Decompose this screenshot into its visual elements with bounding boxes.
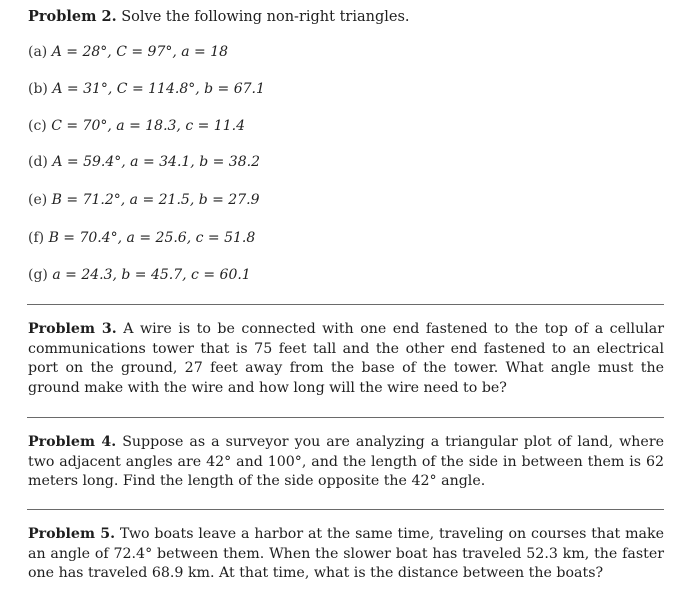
part-givens: a = 24.3, b = 45.7, c = 60.1 [52,267,251,283]
problem-4 [28,433,664,492]
part-label: (g) [28,267,48,283]
section-divider [27,509,664,510]
problem-3-title: Problem 3. [28,321,117,337]
part-givens: A = 31°, C = 114.8°, b = 67.1 [52,81,265,97]
problem-5 [28,525,664,584]
part-label: (b) [28,81,48,97]
problem-2-part-g [28,266,251,284]
problem-3 [28,320,664,398]
section-divider [27,417,664,418]
part-label: (e) [28,192,48,208]
problem-4-text: Suppose as a surveyor you are analyzing a triangular plot of land, where two adjacent angles are 42° and 100°, and the length of the side in between them is 62 meters long. Find the length of the side opposite the 42° angle. [28,434,664,490]
problem-2-part-e [28,191,259,209]
problem-5-text: Two boats leave a harbor at the same time, traveling on courses that make an angle of 72.4° between them. When the slower boat has traveled 52.3 km, the faster one has traveled 68.9 km. At that time, what is the distance between the boats? [28,526,664,582]
part-label: (c) [28,118,47,134]
problem-2-part-f [28,229,255,247]
problem-2-part-a [28,43,228,61]
problem-2-instruction: Solve the following non-right triangles. [121,9,410,25]
part-givens: B = 70.4°, a = 25.6, c = 51.8 [48,230,256,246]
part-label: (f) [28,230,45,246]
problem-4-title: Problem 4. [28,434,117,450]
part-givens: B = 71.2°, a = 21.5, b = 27.9 [51,192,260,208]
problem-2-part-b [28,80,265,98]
part-givens: A = 28°, C = 97°, a = 18 [51,44,229,60]
part-givens: A = 59.4°, a = 34.1, b = 38.2 [52,154,260,170]
part-givens: C = 70°, a = 18.3, c = 11.4 [51,118,245,134]
part-label: (d) [28,154,48,170]
problem-5-title: Problem 5. [28,526,116,542]
section-divider [27,304,664,305]
problem-3-text: A wire is to be connected with one end fastened to the top of a cellular communications tower that is 75 feet tall and the other end fastened to an electrical port on the ground, 27 feet away from the base of the tower. What angle must the ground make with the wire and how long will the wire need to be? [28,321,664,396]
part-label: (a) [28,44,48,60]
problem-2-part-c [28,117,245,135]
problem-2-part-d [28,153,260,171]
problem-2-heading [28,8,410,26]
problem-2-title: Problem 2. [28,8,117,25]
